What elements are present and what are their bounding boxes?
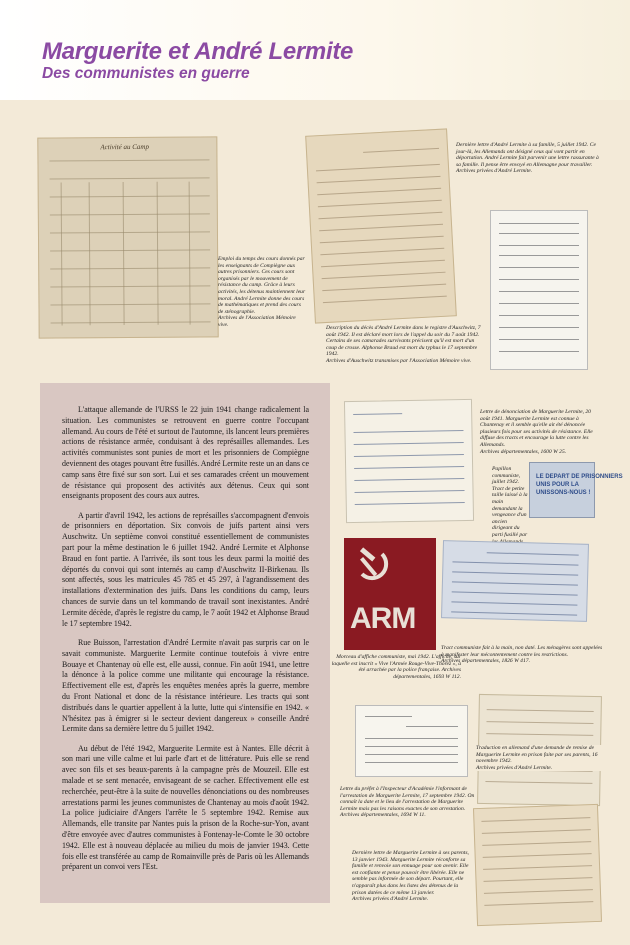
camp-timetable-document (37, 136, 218, 338)
page-title: Marguerite et André Lermite (42, 38, 354, 65)
poster-text: ARM (350, 602, 416, 635)
caption-camp-timetable: Emploi du temps des cours donnés par les enseignants de Compiègne aux autres prisonniers. Ces cours sont organisés par le mouvement de résistance du camp. Grâce à leurs activités, les détenus maintiennent leur moral. André Lermite donne des cours de mathématiques et prend des cours de sténographie. Archives de l'Association Mémoire vive. (218, 256, 306, 328)
caption-auschwitz-register: Description du décès d'André Lermite dans le registre d'Auschwitz, 7 août 1942. Il est déclaré mort lors de l'appel du soir du 7 août 1942. Certains de ses camarades survivants précisent qu'il est mort d'un coup de crosse. Alphonse Braud est mort du typhus le 17 septembre 1942. Archives d'Auschwitz transmises par l'Association Mémoire vive. (326, 325, 481, 364)
caption-papillon: Papillon communiste, juillet 1942. Tract de petite taille laissé à la main demandant la vengeance d'un ancien dirigeant du parti fusillé par (492, 466, 528, 538)
caption-last-letter-marguerite: Dernière lettre de Marguerite Lermite à ses parents, 13 janvier 1943. Marguerite Lermite réconforte sa famille et renvoie son ennuage pour son avenir. Elle est confiante et pense pouvoir être libérée. Elle ne semble pas informée de son départ. Pourtant, elle n'apparaît plus dans les listes des détenus de la prison datées de ce même 13 janvier. Archives privées d'André Lermite. (352, 850, 469, 903)
narrative-paragraph: Au début de l'été 1942, Marguerite Lermite est à Nantes. Elle décrit à son mari une ville calme et lui parle d'art et de littérature. Puis elle se rend avec son fils et ses beaux-parents à la campagne près de Mouzeil. Elle est malade et se sent menacée, envisageant de se cacher. Effectivement elle est recherchée, peut-être à la suite de nouvelles dénonciations ou des nombreuses arrestations parmi les jeunes communistes de Chantenay au mois d'août 1942. La police judiciaire d'Angers l'arrête le 5 septembre 1942. Remise aux Allemands, elle transite par Nantes puis la prison de la Roche-sur-Yon, avant d'être envoyée avec d'autres communistes à Fontenay-le-Comte le 30 octobre 1942. Elle est à nouveau déplacée au milieu du mois de janvier 1943. Cette fois elle est transférée au camp de Romainville près de Paris où les Allemands préparent un convoi vers l'Est. (62, 743, 309, 872)
prefect-letter (355, 705, 468, 777)
auschwitz-register-form (490, 210, 588, 370)
timetable-title: Activité au Camp (100, 142, 150, 152)
papillon-text: LE DEPART DE PRISONNIERS UNIS POUR LA UNISSONS-NOUS ! (536, 474, 623, 496)
caption-prefect-letter: Lettre du préfet à l'Inspecteur d'Académie l'informant de l'arrestation de Marguerite Lermite, 17 septembre 1942. On connaît la date et le lieu de l'arrestation de Marguerite Lermite mais pas les raisons exactes de son arrestation. Archives départementales, 1694 W 11. (340, 786, 475, 819)
narrative-text-box (40, 383, 330, 903)
caption-last-letter-andre: Dernière lettre d'André Lermite à sa famille, 5 juillet 1942. Ce jour-là, les Allemands ont désigné ceux qui vont partir en déportation. André Lermite fait parvenir une lettre rassurante à sa famille. Il pense être envoyé en Allemagne pour travailler. Archives privées d'André Lermite. (456, 142, 599, 175)
handwritten-tract (441, 540, 589, 622)
caption-german-translation: Traduction en allemand d'une demande de remise de Marguerite Lermite en prison faite par ses parents, 16 novembre 1942. Archives privées d'André Lermite. (476, 745, 604, 771)
caption-poster-fragment: Morceau d'affiche communiste, mai 1942. L'affiche, sur laquelle est inscrit « Vive l'Armée Rouge-Vive-Thorez », a été arrachée par la police française. Archives départementales, 1693 W 112. (331, 654, 461, 680)
denunciation-letter (344, 399, 474, 523)
communist-poster-fragment (344, 538, 436, 650)
last-letter-marguerite (473, 804, 602, 926)
hammer-sickle-icon (352, 546, 392, 586)
last-letter-andre (305, 128, 457, 323)
caption-handwritten-tract: Tract communiste fait à la main, non daté. Les ménagères sont appelées à manifester leur mécontentement contre les restrictions. Archives départementales, 1826 W 417. (441, 645, 603, 665)
narrative-paragraph: L'attaque allemande de l'URSS le 22 juin 1941 change radicalement la situation. Les communistes se retrouvent en guerre contre l'occupant allemand. Au cours de l'été et surtout de l'automne, ils lancent leurs premières actions de résistance armée, conduisant à des représailles allemandes. Les activités communistes sont punies de mort et les prisonniers de Compiègne deviennent des otages pouvant être fusillés. André Lermite reste un an dans ce camp sans être fixé sur son sort. Lui et ses camarades créent un mouvement de résistance qui proposent des activités aux détenus. Ceux qui sont enseignants proposent des cours aux autres. (62, 405, 309, 501)
narrative-paragraph: A partir d'avril 1942, les actions de représailles s'accompagnent d'envois de prisonniers en déportation. Six convois de juifs partent ainsi vers Auschwitz. Un septième convoi constitué essentiellement de communistes part pour la même destination le 6 juillet 1942. André Lermite et Alphonse Braud en font partie. A l'arrivée, ils sont tous les deux parmi la moitié des déportés du convoi qui sont internés au camp d'Auschwitz II-Birkenau. Ils sont affectés, sous les matricules 45 785 et 45 297, à l'agrandissement des installations d'extermination des juifs. Dans les conditions du camp, leurs chances de survie dans un tel kommando de travail sont inexistantes. André Lermite décède, d'après le registre du camp, le 7 août 1942 et Alphonse Braud le 17 septembre 1942. (62, 510, 309, 628)
page-subtitle: Des communistes en guerre (42, 65, 250, 82)
caption-denunciation-letter: Lettre de dénonciation de Marguerite Lermite, 20 août 1941. Marguerite Lermite est connue à Chantenay et il semble qu'elle ait été dénoncée plusieurs fois pour ses activités de résistance. Elle diffuse des tracts et encourage la lutte contre les Allemands. Archives départementales, 1600 W 25. (480, 409, 593, 455)
papillon-tract (529, 462, 623, 518)
narrative-paragraph: Rue Buisson, l'arrestation d'André Lermite n'avait pas surpris car on le savait communiste. Marguerite Lermite continue toutefois à vivre entre Bouaye et Chantenay où elle est, elle aussi, connue. Fin août 1941, une lettre la dénonce à la police comme une militante qui encourage la résistance. Effectivement elle est, d'après les enquêtes menées après la guerre, membre du Front National et donc de la résistance intérieure. Les tracts qui sont distribués dans le quartier appellent à la lutte, lutte qui s'intensifie en 1942. « N'hésitez pas à émigrer si le secteur devient dangereux » conseille André Lermite dans sa dernière lettre du 5 juillet 1942. (62, 637, 309, 734)
